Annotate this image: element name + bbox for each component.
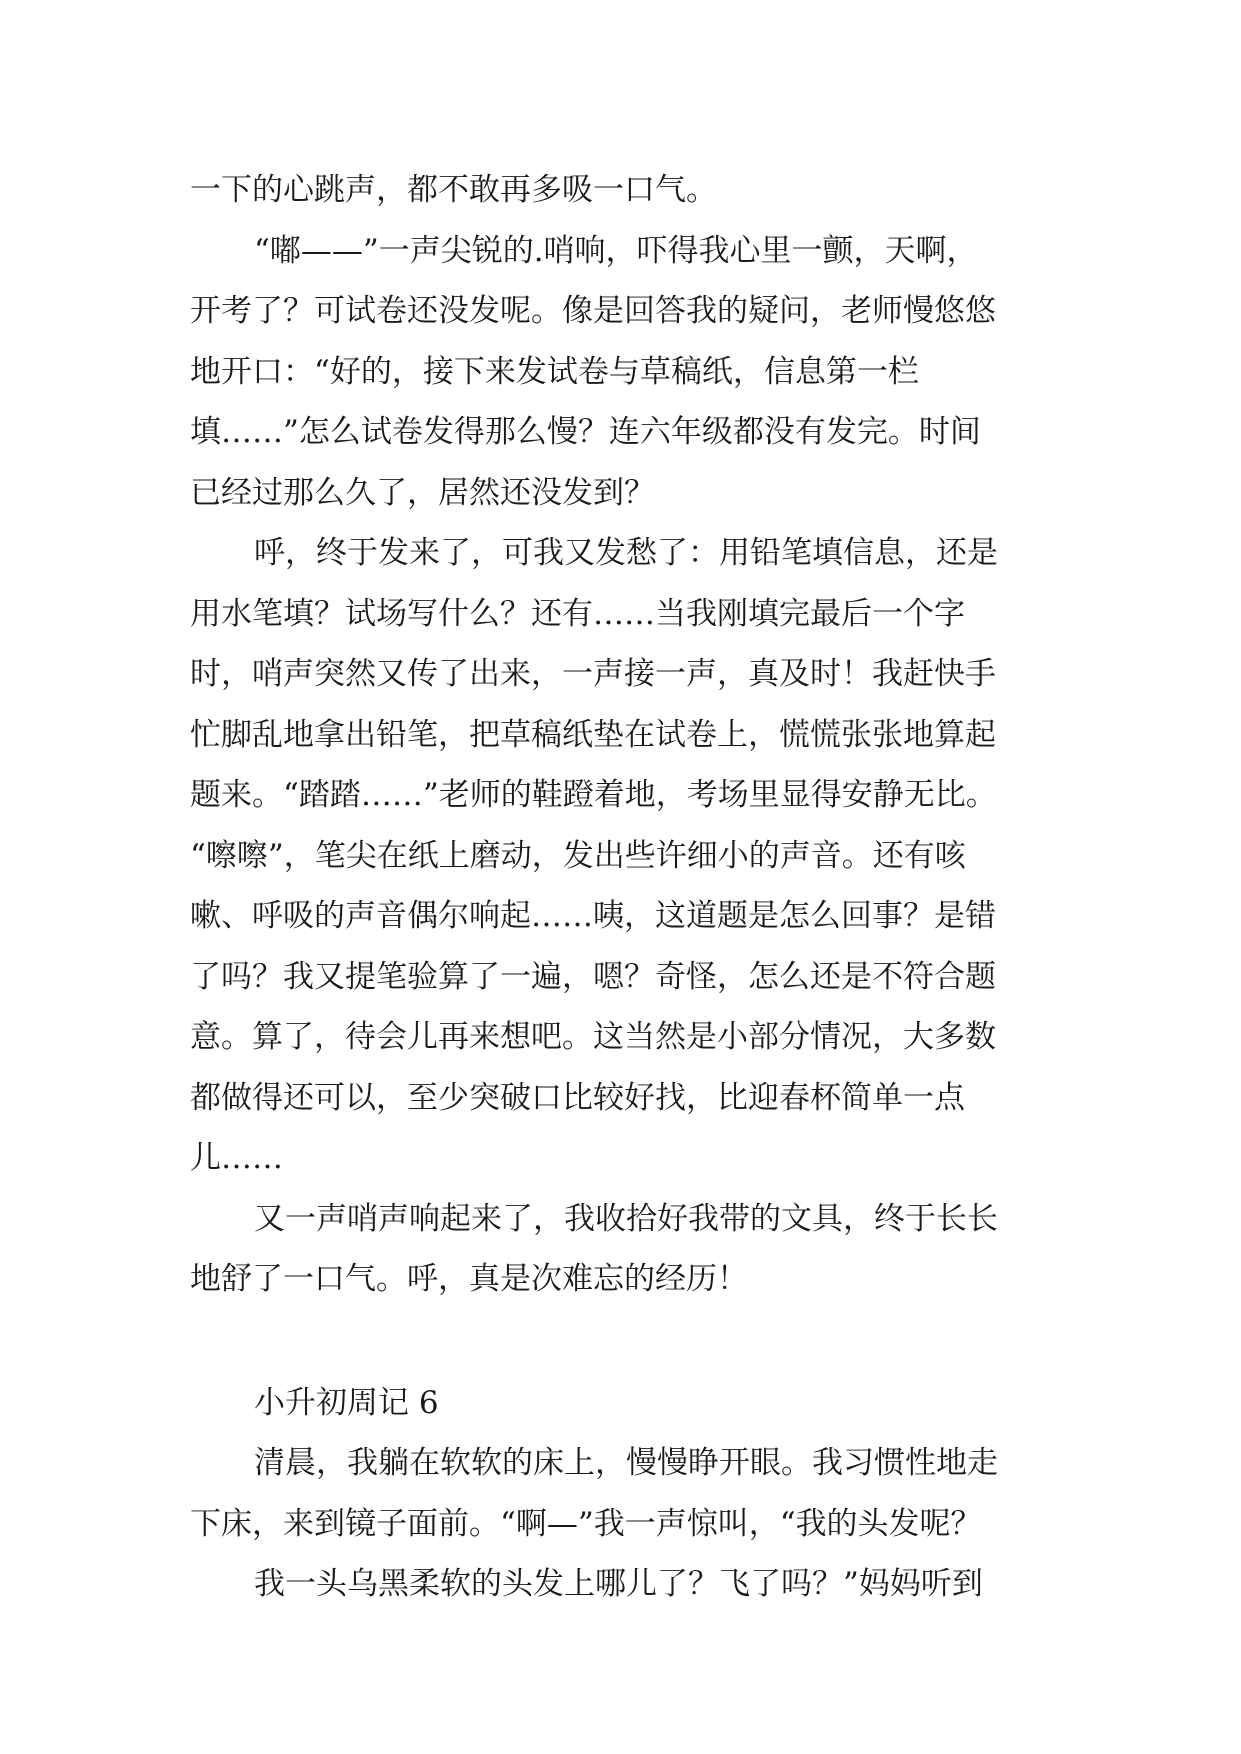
text-line: 填……”怎么试卷发得那么慢？连六年级都没有发完。时间: [190, 414, 981, 450]
text-line: 地开口：“好的，接下来发试卷与草稿纸，信息第一栏: [190, 353, 919, 390]
text-line: “嚓嚓”，笔尖在纸上磨动，发出些许细小的声音。还有咳: [190, 837, 966, 874]
paragraph-start-line: “嘟——”一声尖锐的.哨响，吓得我心里一颤，天啊，: [254, 232, 978, 269]
text-line: 了吗？我又提笔验算了一遍，嗯？奇怪，怎么还是不符合题: [190, 958, 996, 995]
text-line: 意。算了，待会儿再来想吧。这当然是小部分情况，大多数: [190, 1019, 996, 1055]
text-line: 地舒了一口气。呼，真是次难忘的经历！: [190, 1261, 748, 1297]
text-line: 忙脚乱地拿出铅笔，把草稿纸垫在试卷上，慌慌张张地算起: [190, 716, 996, 753]
text-line: 时，哨声突然又传了出来，一声接一声，真及时！我赶快手: [190, 656, 996, 692]
section-gap: [190, 1310, 1090, 1373]
text-line: 用水笔填？试场写什么？还有……当我刚填完最后一个字: [190, 595, 965, 632]
paragraph-start-line: 清晨，我躺在软软的床上，慢慢睁开眼。我习惯性地走: [254, 1445, 998, 1481]
text-line: 都做得还可以，至少突破口比较好找，比迎春杯简单一点: [190, 1079, 965, 1116]
text-line: 已经过那么久了，居然还没发到？: [190, 474, 655, 511]
paragraph-start-line: 呼，终于发来了，可我又发愁了：用铅笔填信息，还是: [254, 535, 998, 571]
essay-body: [190, 160, 1090, 1615]
text-line: 下床，来到镜子面前。“啊—”我一声惊叫，“我的头发呢？: [190, 1505, 982, 1542]
text-line: 嗽、呼吸的声音偶尔响起……咦，这道题是怎么回事？是错: [190, 898, 996, 934]
text-line: 题来。“踏踏……”老师的鞋蹬着地，考场里显得安静无比。: [190, 777, 997, 813]
paragraph-start-line: 我一头乌黑柔软的头发上哪儿了？飞了吗？”妈妈听到: [254, 1566, 983, 1602]
paragraph-start-line: 又一声哨声响起来了，我收拾好我带的文具，终于长长: [254, 1200, 998, 1237]
text-line: 开考了？可试卷还没发呢。像是回答我的疑问，老师慢悠悠: [190, 293, 996, 329]
text-line: 儿……: [190, 1140, 283, 1176]
text-line: 一下的心跳声，都不敢再多吸一口气。: [190, 172, 717, 208]
section-title: 小升初周记 6: [254, 1384, 439, 1421]
